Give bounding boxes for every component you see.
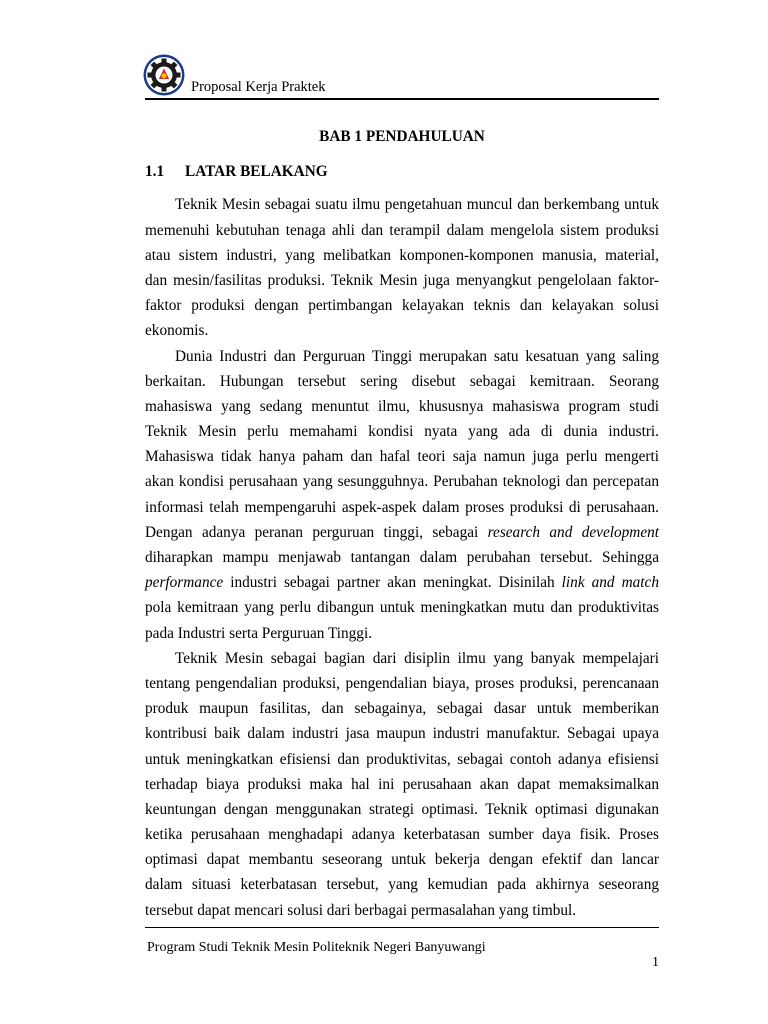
text-line [145,419,659,444]
text-line [145,268,659,293]
text-run: tersebut dapat mencari solusi dari berbagai permasalahan yang timbul. [145,901,577,919]
text-run: dan mesin/fasilitas produksi. Teknik Mesin juga menyangkut pengelolaan faktor- [145,271,659,289]
text-line [145,344,659,369]
text-line [145,847,659,872]
text-line [145,192,659,217]
text-run: Teknik Mesin sebagai suatu ilmu pengetahuan muncul dan berkembang untuk [175,196,659,214]
text-run: Mahasiswa tidak hanya paham dan hafal teori saja namun juga perlu mengerti [145,448,659,466]
text-run: Dengan adanya peranan perguruan tinggi, sebagai [145,523,488,541]
text-line [145,696,659,721]
text-run: Teknik Mesin perlu memahami kondisi nyata yang ada di dunia industri. [145,423,659,441]
text-line [145,797,659,822]
text-run: akan kondisi perusahaan yang sesungguhnya. Perubahan teknologi dan percepatan [145,473,659,491]
text-line [145,495,659,520]
text-line [145,872,659,897]
body-text [145,192,659,922]
text-line [145,671,659,696]
text-run: produk maupun fasilitas, dan sebagainya, sebagai dasar untuk memberikan [145,700,659,718]
text-line [145,545,659,570]
paragraph [145,344,659,646]
page-number: 1 [652,955,659,970]
text-run: Dunia Industri dan Perguruan Tinggi merupakan satu kesatuan yang saling [175,347,659,365]
paragraph [145,646,659,923]
text-line [145,721,659,746]
text-line [145,822,659,847]
text-run: berkaitan. Hubungan tersebut sering disebut sebagai kemitraan. Seorang [145,372,659,390]
text-run: terhadap biaya produksi maka hal ini perusahaan akan dapat memaksimalkan [145,775,659,793]
text-line [145,621,659,646]
text-run: diharapkan mampu menjawab tantangan dalam perubahan tersebut. Sehingga [145,549,659,567]
text-run: atau sistem industri, yang melibatkan komponen-komponen manusia, material, [145,246,659,264]
text-run: mahasiswa yang sedang menuntut ilmu, khususnya mahasiswa program studi [145,397,659,415]
italic-text-run: performance [145,574,224,592]
text-line [145,595,659,620]
text-line [145,520,659,545]
text-line [145,570,659,595]
paragraph [145,192,659,343]
text-run: pada Industri serta Perguruan Tinggi. [145,624,373,642]
text-line [145,394,659,419]
section-number: 1.1 [145,163,165,181]
text-run: keuntungan dengan menggunakan strategi optimasi. Teknik optimasi digunakan [145,800,659,818]
text-line [145,469,659,494]
text-run: untuk meningkatkan efisiensi dan produktivitas, sebagai contoh adanya efisiensi [145,750,659,768]
text-run: Teknik Mesin sebagai bagian dari disiplin ilmu yang banyak mempelajari [175,649,659,667]
footer-divider [145,927,659,928]
chapter-title: BAB 1 PENDAHULUAN [319,128,485,146]
institution-logo-icon [143,54,185,96]
header-title: Proposal Kerja Praktek [191,79,326,95]
text-run: optimasi dapat membantu seseorang untuk bekerja dengan efektif dan lancar [145,851,659,869]
text-line [145,293,659,318]
text-run: memenuhi kebutuhan tenaga ahli dan terampil dalam mengelola sistem produksi [145,221,659,239]
section-title: LATAR BELAKANG [185,163,328,181]
footer-institution: Program Studi Teknik Mesin Politeknik Negeri Banyuwangi [147,940,486,955]
text-line [145,243,659,268]
text-line [145,772,659,797]
text-line [145,898,659,923]
text-run: industri sebagai partner akan meningkat. Disinilah [223,574,562,592]
text-line [145,747,659,772]
text-run: ketika perusahaan menghadapi adanya keterbatasan sumber daya fisik. Proses [145,826,659,844]
text-line [145,369,659,394]
text-run: dalam situasi keterbatasan tersebut, yang kemudian pada akhirnya seseorang [145,876,659,894]
text-run: ekonomis. [145,322,209,340]
italic-text-run: research and development [487,523,660,541]
text-run: faktor produksi dengan pertimbangan kelayakan teknis dan kelayakan solusi [145,297,659,315]
text-line [145,218,659,243]
text-line [145,318,659,343]
text-run: tentang pengendalian produksi, pengendalian biaya, proses produksi, perencanaan [145,674,659,692]
text-line [145,646,659,671]
italic-text-run: link and match [561,574,659,592]
section-heading [145,159,659,184]
text-run: kontribusi baik dalam industri jasa maupun industri manufaktur. Sebagai upaya [145,725,659,743]
header-divider [145,98,659,100]
text-run: informasi telah mempengaruhi aspek-aspek dalam proses produksi di perusahaan. [145,498,659,516]
text-run: pola kemitraan yang perlu dibangun untuk meningkatkan mutu dan produktivitas [145,599,659,617]
text-line [145,444,659,469]
